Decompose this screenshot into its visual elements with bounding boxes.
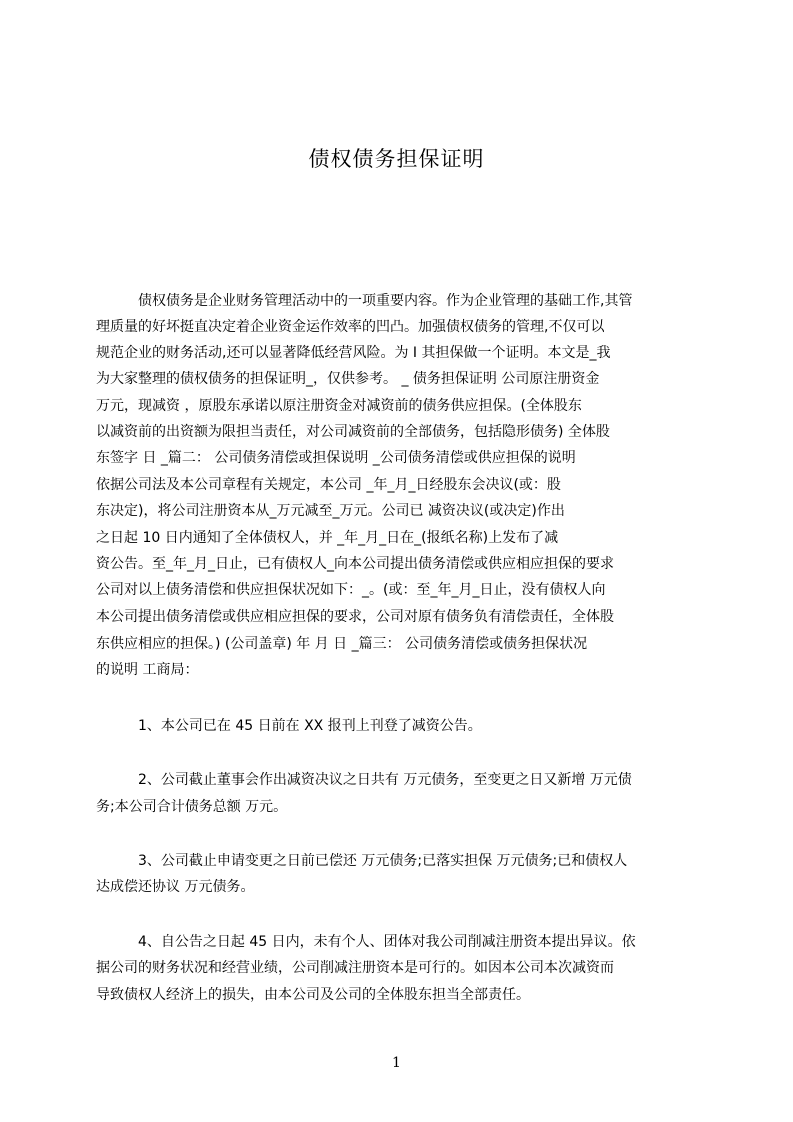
item-3-line-1: 3、公司截止申请变更之日前已偿还 万元债务;已落实担保 万元债务;已和债权人 [138,853,628,869]
paragraph-1-line-3: 规范企业的财务活动,还可以显著降低经营风险。为 I 其担保做一个证明。本文是_我 [96,345,611,361]
paragraph-1-line-14: 东供应相应的担保。) (公司盖章) 年 月 日 _篇三： 公司债务清偿或债务担保状况 [96,636,588,652]
page-number: 1 [392,1055,401,1071]
paragraph-1-line-7: 东签字 日 _篇二： 公司债务清偿或担保说明 _公司债务清偿或供应担保的说明 [96,450,576,466]
paragraph-1-line-12: 公司对以上债务清偿和供应担保状况如下：_。(或：至_年_月_日止，没有债权人向 [96,582,606,598]
paragraph-1-line-15: 的说明 工商局： [96,662,199,678]
paragraph-1-line-8: 依据公司法及本公司章程有关规定，本公司 _年_月_日经股东会决议(或：股 [96,477,561,493]
item-2-line-1: 2、公司截止董事会作出减资决议之日共有 万元债务，至变更之日又新增 万元债 [138,772,632,788]
item-4-line-3: 导致债权人经济上的损失，由本公司及公司的全体股东担当全部责任。 [96,987,530,1003]
item-4-line-1: 4、自公告之日起 45 日内，未有个人、团体对我公司削减注册资本提出异议。依 [138,934,636,950]
paragraph-1-line-11: 资公告。至_年_月_日止，已有债权人_向本公司提出债务清偿或供应相应担保的要求 [96,556,614,572]
paragraph-1-line-13: 本公司提出债务清偿或供应相应担保的要求，公司对原有债务负有清偿责任，全体股 [96,609,614,625]
item-3-line-2: 达成偿还协议 万元债务。 [96,879,255,895]
paragraph-1-line-4: 为大家整理的债权债务的担保证明_，仅供参考。 _ 债务担保证明 公司原注册资金 [96,371,600,387]
paragraph-1-line-9: 东决定)，将公司注册资本从_万元减至_万元。公司已 减资决议(或决定)作出 [96,503,565,519]
paragraph-1-line-10: 之日起 10 日内通知了全体债权人，并 _年_月_日在_(报纸名称)上发布了减 [96,530,559,546]
item-1-line-1: 1、本公司已在 45 日前在 XX 报刊上刊登了减资公告。 [138,718,482,734]
paragraph-1-line-1: 债权债务是企业财务管理活动中的一项重要内容。作为企业管理的基础工作,其管 [138,293,633,309]
document-title: 债权债务担保证明 [308,147,485,171]
item-2-line-2: 务;本公司合计债务总额 万元。 [96,799,288,815]
paragraph-1-line-2: 理质量的好坏挺直决定着企业资金运作效率的凹凸。加强债权债务的管理,不仅可以 [96,319,605,335]
paragraph-1-line-6: 以减资前的出资额为限担当责任，对公司减资前的全部债务，包括隐形债务) 全体股 [96,424,610,440]
paragraph-1-line-5: 万元，现减资 ，原股东承诺以原注册资金对减资前的债务供应担保。(全体股东 [96,398,582,414]
item-4-line-2: 据公司的财务状况和经营业绩，公司削减注册资本是可行的。如因本公司本次减资而 [96,960,614,976]
